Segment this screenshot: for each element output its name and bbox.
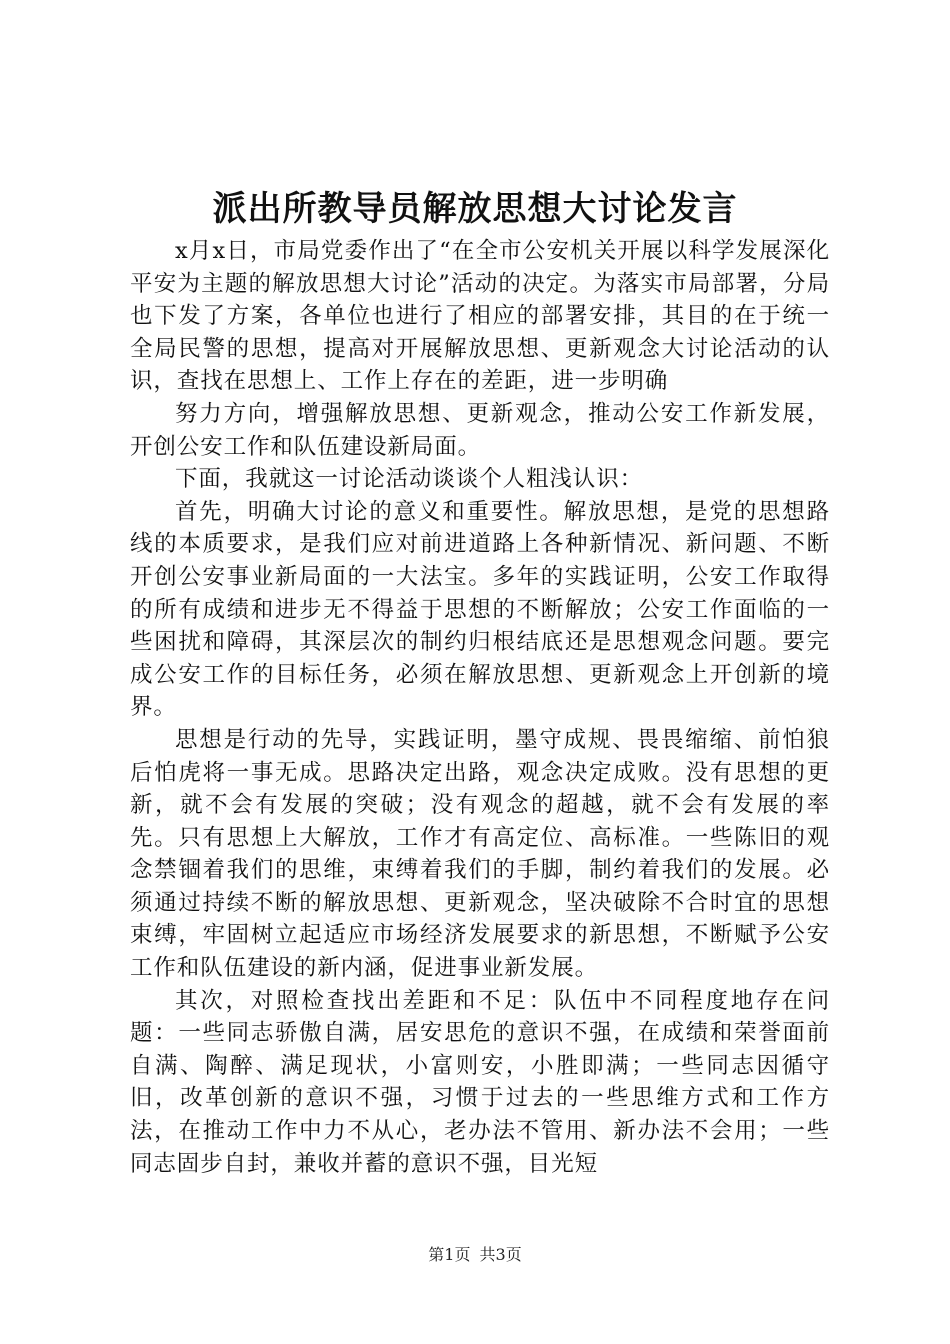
paragraph-1: x月x日，市局党委作出了“在全市公安机关开展以科学发展深化平安为主题的解放思想大讨论”活动的决定。为落实市局部署，分局也下发了方案，各单位也进行了相应的部署安排，其目的在于统一全局民警的思想，提高对开展解放思想、更新观念大讨论活动的认识，查找在思想上、工作上存在的差距，进一步明确 (130, 238, 830, 395)
paragraph-4: 首先，明确大讨论的意义和重要性。解放思想，是党的思想路线的本质要求，是我们应对前进道路上各种新情况、新问题、不断开创公安事业新局面的一大法宝。多年的实践证明，公安工作取得的所有成绩和进步无不得益于思想的不断解放；公安工作面临的一些困扰和障碍，其深层次的制约归根结底还是思想观念问题。要完成公安工作的目标任务，必须在解放思想、更新观念上开创新的境界。 (130, 498, 830, 721)
page-footer (0, 1244, 950, 1266)
paragraph-3: 下面，我就这一讨论活动谈谈个人粗浅认识： (175, 466, 644, 493)
page-number: 第1页 (428, 1245, 471, 1264)
document-title: 派出所教导员解放思想大讨论发言 (212, 189, 738, 229)
paragraph-6: 其次，对照检查找出差距和不足：队伍中不同程度地存在问题：一些同志骄傲自满，居安思危的意识不强，在成绩和荣誉面前自满、陶醉、满足现状，小富则安，小胜即满；一些同志因循守旧，改革创新的意识不强，习惯于过去的一些思维方式和工作方法，在推动工作中力不从心，老办法不管用、新办法不会用；一些同志固步自封，兼收并蓄的意识不强，目光短 (130, 987, 830, 1177)
paragraph-2: 努力方向，增强解放思想、更新观念，推动公安工作新发展，开创公安工作和队伍建设新局面。 (130, 400, 830, 460)
paragraph-5: 思想是行动的先导，实践证明，墨守成规、畏畏缩缩、前怕狼后怕虎将一事无成。思路决定出路，观念决定成败。没有思想的更新，就不会有发展的突破；没有观念的超越，就不会有发展的率先。只有思想上大解放，工作才有高定位、高标准。一些陈旧的观念禁锢着我们的思维，束缚着我们的手脚，制约着我们的发展。必须通过持续不断的解放思想、更新观念，坚决破除不合时宜的思想束缚，牢固树立起适应市场经济发展要求的新思想，不断赋予公安工作和队伍建设的新内涵，促进事业新发展。 (130, 726, 830, 982)
page-total: 共3页 (479, 1245, 522, 1264)
document-body (130, 235, 830, 1180)
